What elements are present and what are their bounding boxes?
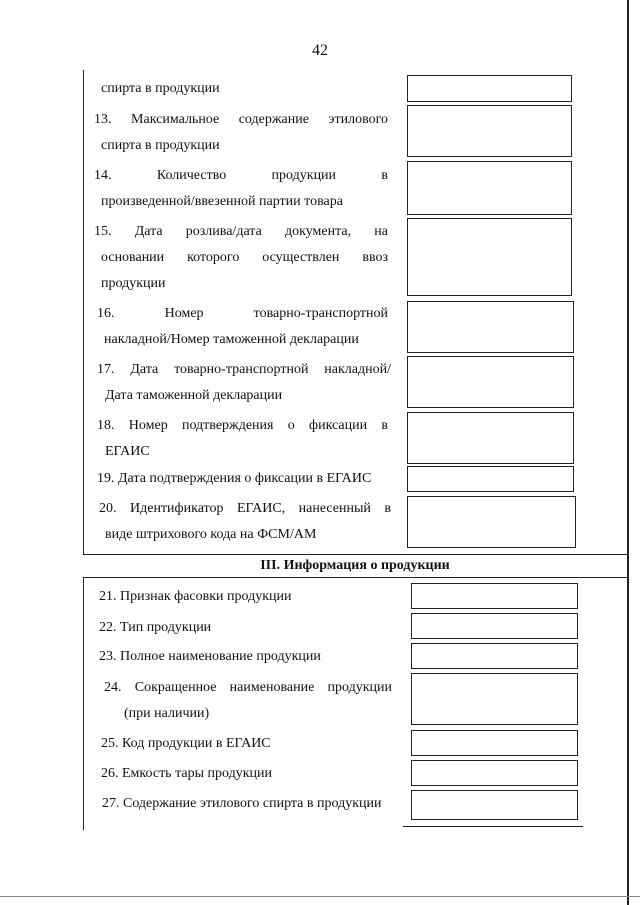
field-label-line: Дата таможенной декларации (105, 388, 283, 403)
field-label-line: 19. Дата подтверждения о фиксации в ЕГАИС (97, 471, 372, 486)
field-label-line: 15. Дата розлива/дата документа, на (94, 224, 388, 239)
value-box-14[interactable] (407, 161, 572, 215)
field-label-line: спирта в продукции (101, 138, 220, 153)
field-label-line: основании которого осуществлен ввоз (101, 250, 388, 265)
field-label-line: 16. Номер товарно-транспортной (97, 306, 388, 321)
value-box-continuation[interactable] (407, 75, 572, 102)
value-box-15[interactable] (407, 218, 572, 296)
field-label-line: 13. Максимальное содержание этилового (94, 112, 388, 127)
field-label-line: 18. Номер подтверждения о фиксации в (97, 418, 388, 433)
value-box-18[interactable] (407, 412, 574, 464)
field-label-line: ЕГАИС (105, 444, 150, 459)
value-box-20[interactable] (407, 496, 576, 548)
field-label-line: виде штрихового кода на ФСМ/АМ (105, 527, 317, 542)
table-border-left (83, 578, 84, 830)
field-label-26 (101, 761, 401, 787)
value-box-23[interactable] (411, 643, 578, 669)
field-label-line: спирта в продукции (101, 81, 220, 96)
field-label-20 (99, 496, 391, 548)
page-edge (627, 0, 629, 905)
value-box-22[interactable] (411, 613, 578, 639)
value-box-13[interactable] (407, 105, 572, 157)
page-number: 42 (312, 42, 328, 59)
value-box-17[interactable] (407, 356, 574, 408)
field-label-line: 25. Код продукции в ЕГАИС (101, 736, 271, 751)
field-label-17 (97, 357, 391, 409)
field-label-line: 22. Тип продукции (99, 620, 212, 635)
field-label-line: накладной/Номер таможенной декларации (104, 332, 359, 347)
value-box-24[interactable] (411, 673, 578, 725)
table-bottom-rule (403, 826, 583, 827)
field-label-line: 17. Дата товарно-транспортной накладной/ (97, 362, 391, 377)
value-box-16[interactable] (407, 301, 574, 353)
field-label-22 (99, 615, 399, 641)
field-label-19 (97, 466, 397, 492)
field-label-21 (99, 584, 399, 610)
field-label-line: 20. Идентификатор ЕГАИС, нанесенный в (99, 501, 391, 516)
value-box-25[interactable] (411, 730, 578, 756)
field-label-24 (104, 675, 392, 727)
field-label-27 (102, 791, 407, 817)
field-label-continuation (101, 76, 391, 102)
field-label-15 (94, 219, 388, 297)
field-label-14 (94, 163, 388, 215)
field-label-line: 24. Сокращенное наименование продукции (104, 680, 392, 695)
section-title: III. Информация о продукции (83, 554, 627, 578)
field-label-line: 23. Полное наименование продукции (99, 649, 321, 664)
value-box-19[interactable] (407, 466, 574, 492)
field-label-line: (при наличии) (124, 706, 210, 721)
field-label-18 (97, 413, 388, 465)
page-edge (0, 896, 640, 897)
value-box-27[interactable] (411, 790, 578, 820)
table-border-left (83, 70, 84, 554)
field-label-line: 14. Количество продукции в (94, 168, 388, 183)
field-label-23 (99, 644, 399, 670)
field-label-25 (101, 731, 401, 757)
field-label-line: произведенной/ввезенной партии товара (101, 194, 343, 209)
field-label-line: 21. Признак фасовки продукции (99, 589, 292, 604)
field-label-16 (97, 301, 388, 353)
field-label-line: 27. Содержание этилового спирта в продукции (102, 796, 382, 811)
field-label-line: 26. Емкость тары продукции (101, 766, 272, 781)
field-label-13 (94, 107, 388, 159)
value-box-26[interactable] (411, 760, 578, 786)
value-box-21[interactable] (411, 583, 578, 609)
field-label-line: продукции (101, 276, 166, 291)
